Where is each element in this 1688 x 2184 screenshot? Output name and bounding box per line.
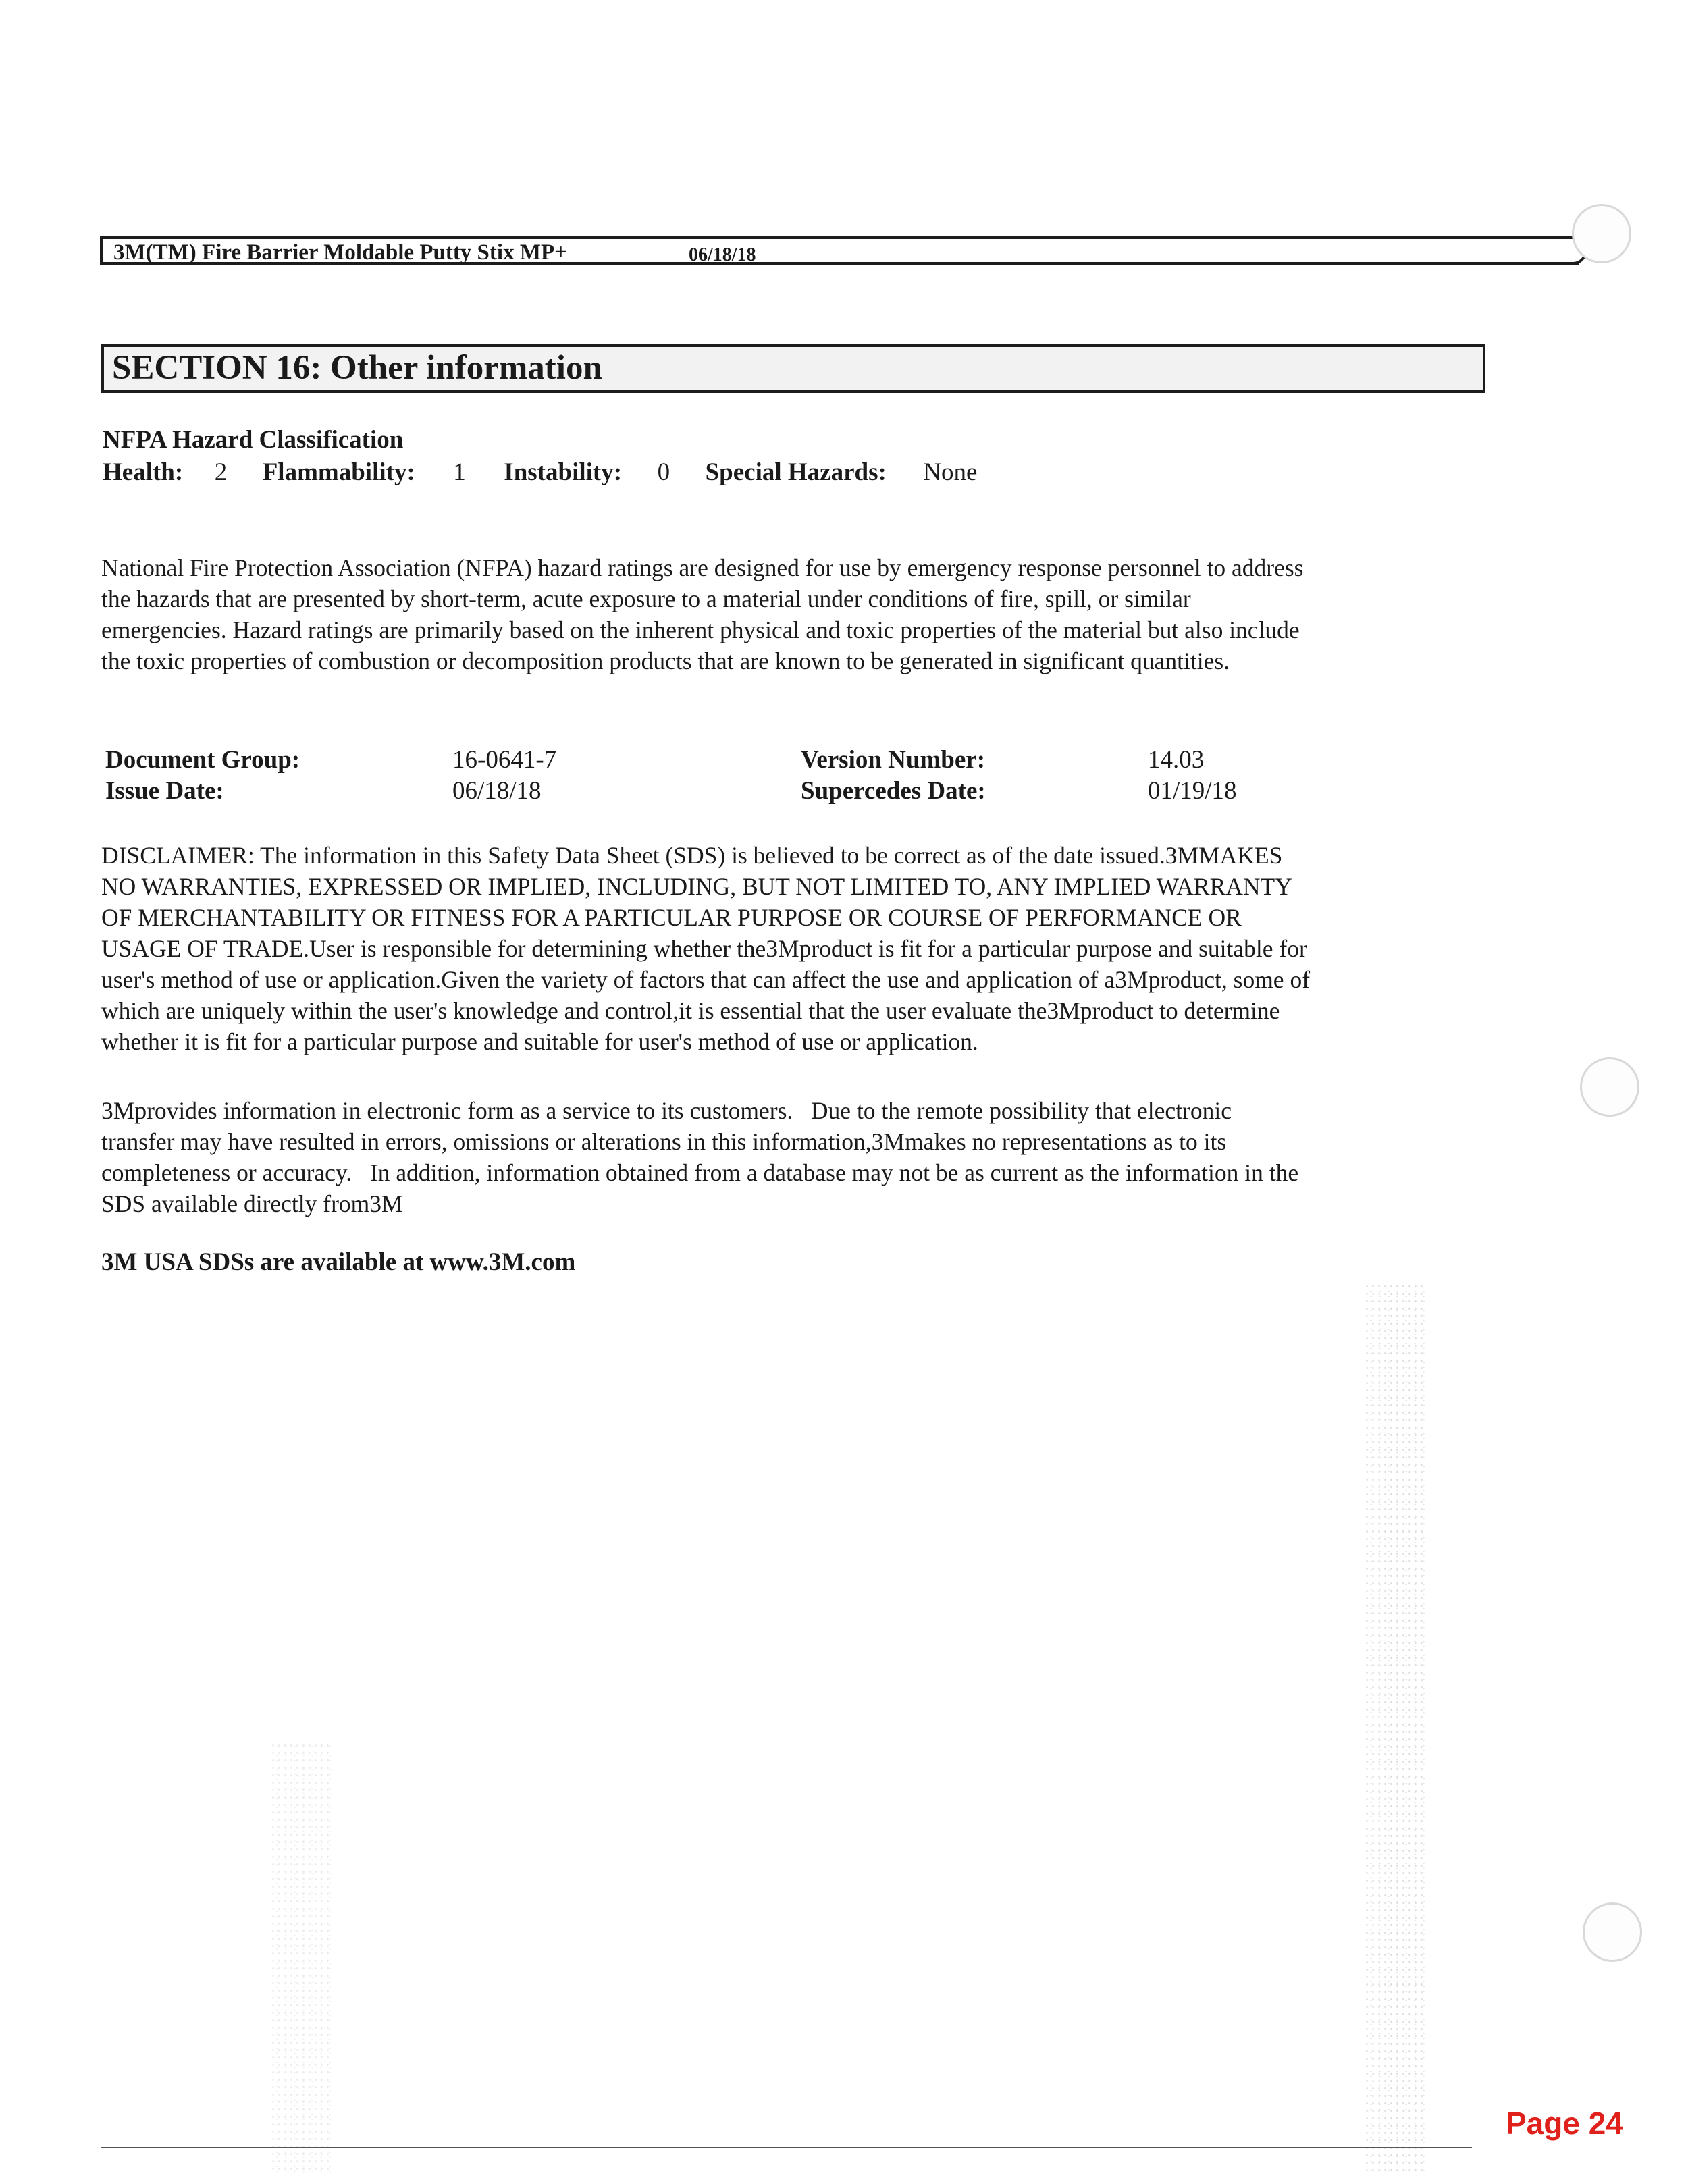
health-label: Health: [103, 458, 184, 486]
disclaimer-line: USAGE OF TRADE.User is responsible for determining whether the3Mproduct is fit for a particular purpose and suitable for [101, 935, 1307, 962]
supercedes-date-label: Supercedes Date: [801, 777, 986, 805]
disclaimer-paragraph [101, 840, 1485, 1057]
nfpa-paragraph-line: the toxic properties of combustion or decomposition products that are known to be generated in significant quantities. [101, 647, 1230, 674]
document-header-date: 06/18/18 [689, 244, 756, 265]
document-group-value: 16-0641-7 [452, 746, 557, 774]
flammability-value: 1 [453, 458, 466, 486]
binder-hole-top [1572, 204, 1631, 263]
disclaimer-line: user's method of use or application.Given the variety of factors that can affect the use and application of a3Mproduct, some of [101, 966, 1311, 993]
scan-noise-right [1364, 1283, 1425, 2174]
electronic-notice-line: transfer may have resulted in errors, omissions or alterations in this information,3Mmakes no representations as to its [101, 1128, 1227, 1155]
electronic-notice-line: SDS available directly from3M [101, 1190, 403, 1217]
issue-date-label: Issue Date: [105, 777, 224, 805]
electronic-notice-line: 3Mprovides information in electronic form as a service to its customers. Due to the remote possibility that electronic [101, 1097, 1232, 1124]
binder-hole-middle [1580, 1057, 1639, 1117]
document-product-title: 3M(TM) Fire Barrier Moldable Putty Stix MP+ [113, 240, 567, 265]
nfpa-paragraph-line: the hazards that are presented by short-term, acute exposure to a material under conditions of fire, spill, or similar [101, 585, 1191, 612]
binder-hole-bottom [1583, 1902, 1642, 1962]
disclaimer-line: DISCLAIMER: The information in this Safety Data Sheet (SDS) is believed to be correct as of the date issued.3MMAKES [101, 842, 1283, 869]
special-hazards-label: Special Hazards: [705, 458, 887, 486]
nfpa-ratings-row [103, 458, 977, 487]
nfpa-description-paragraph [101, 552, 1485, 676]
scan-noise-left [270, 1742, 331, 2174]
issue-date-value: 06/18/18 [452, 777, 542, 805]
supercedes-date-value: 01/19/18 [1148, 777, 1237, 805]
disclaimer-line: whether it is fit for a particular purpose and suitable for user's method of use or application. [101, 1028, 978, 1055]
section-title: SECTION 16: Other information [112, 349, 602, 387]
sds-availability-note: 3M USA SDSs are available at www.3M.com [101, 1248, 576, 1276]
disclaimer-line: which are uniquely within the user's knowledge and control,it is essential that the user evaluate the3Mproduct to determine [101, 997, 1280, 1024]
health-value: 2 [214, 458, 228, 486]
disclaimer-line: NO WARRANTIES, EXPRESSED OR IMPLIED, INCLUDING, BUT NOT LIMITED TO, ANY IMPLIED WARRANTY [101, 873, 1292, 900]
instability-value: 0 [657, 458, 670, 486]
nfpa-paragraph-line: emergencies. Hazard ratings are primarily based on the inherent physical and toxic properties of the material but also include [101, 616, 1300, 643]
version-number-label: Version Number: [801, 746, 986, 774]
disclaimer-line: OF MERCHANTABILITY OR FITNESS FOR A PARTICULAR PURPOSE OR COURSE OF PERFORMANCE OR [101, 904, 1242, 931]
document-group-label: Document Group: [105, 746, 300, 774]
nfpa-paragraph-line: National Fire Protection Association (NFPA) hazard ratings are designed for use by emergency response personnel to address [101, 554, 1304, 581]
flammability-label: Flammability: [262, 458, 415, 486]
electronic-notice-line: completeness or accuracy. In addition, information obtained from a database may not be as current as the information in the [101, 1159, 1299, 1186]
nfpa-heading: NFPA Hazard Classification [103, 426, 404, 454]
special-hazards-value: None [923, 458, 978, 486]
footer-rule [101, 2147, 1472, 2148]
electronic-notice-paragraph [101, 1095, 1485, 1219]
page-number: Page 24 [1506, 2106, 1623, 2141]
instability-label: Instability: [504, 458, 623, 486]
version-number-value: 14.03 [1148, 746, 1205, 774]
